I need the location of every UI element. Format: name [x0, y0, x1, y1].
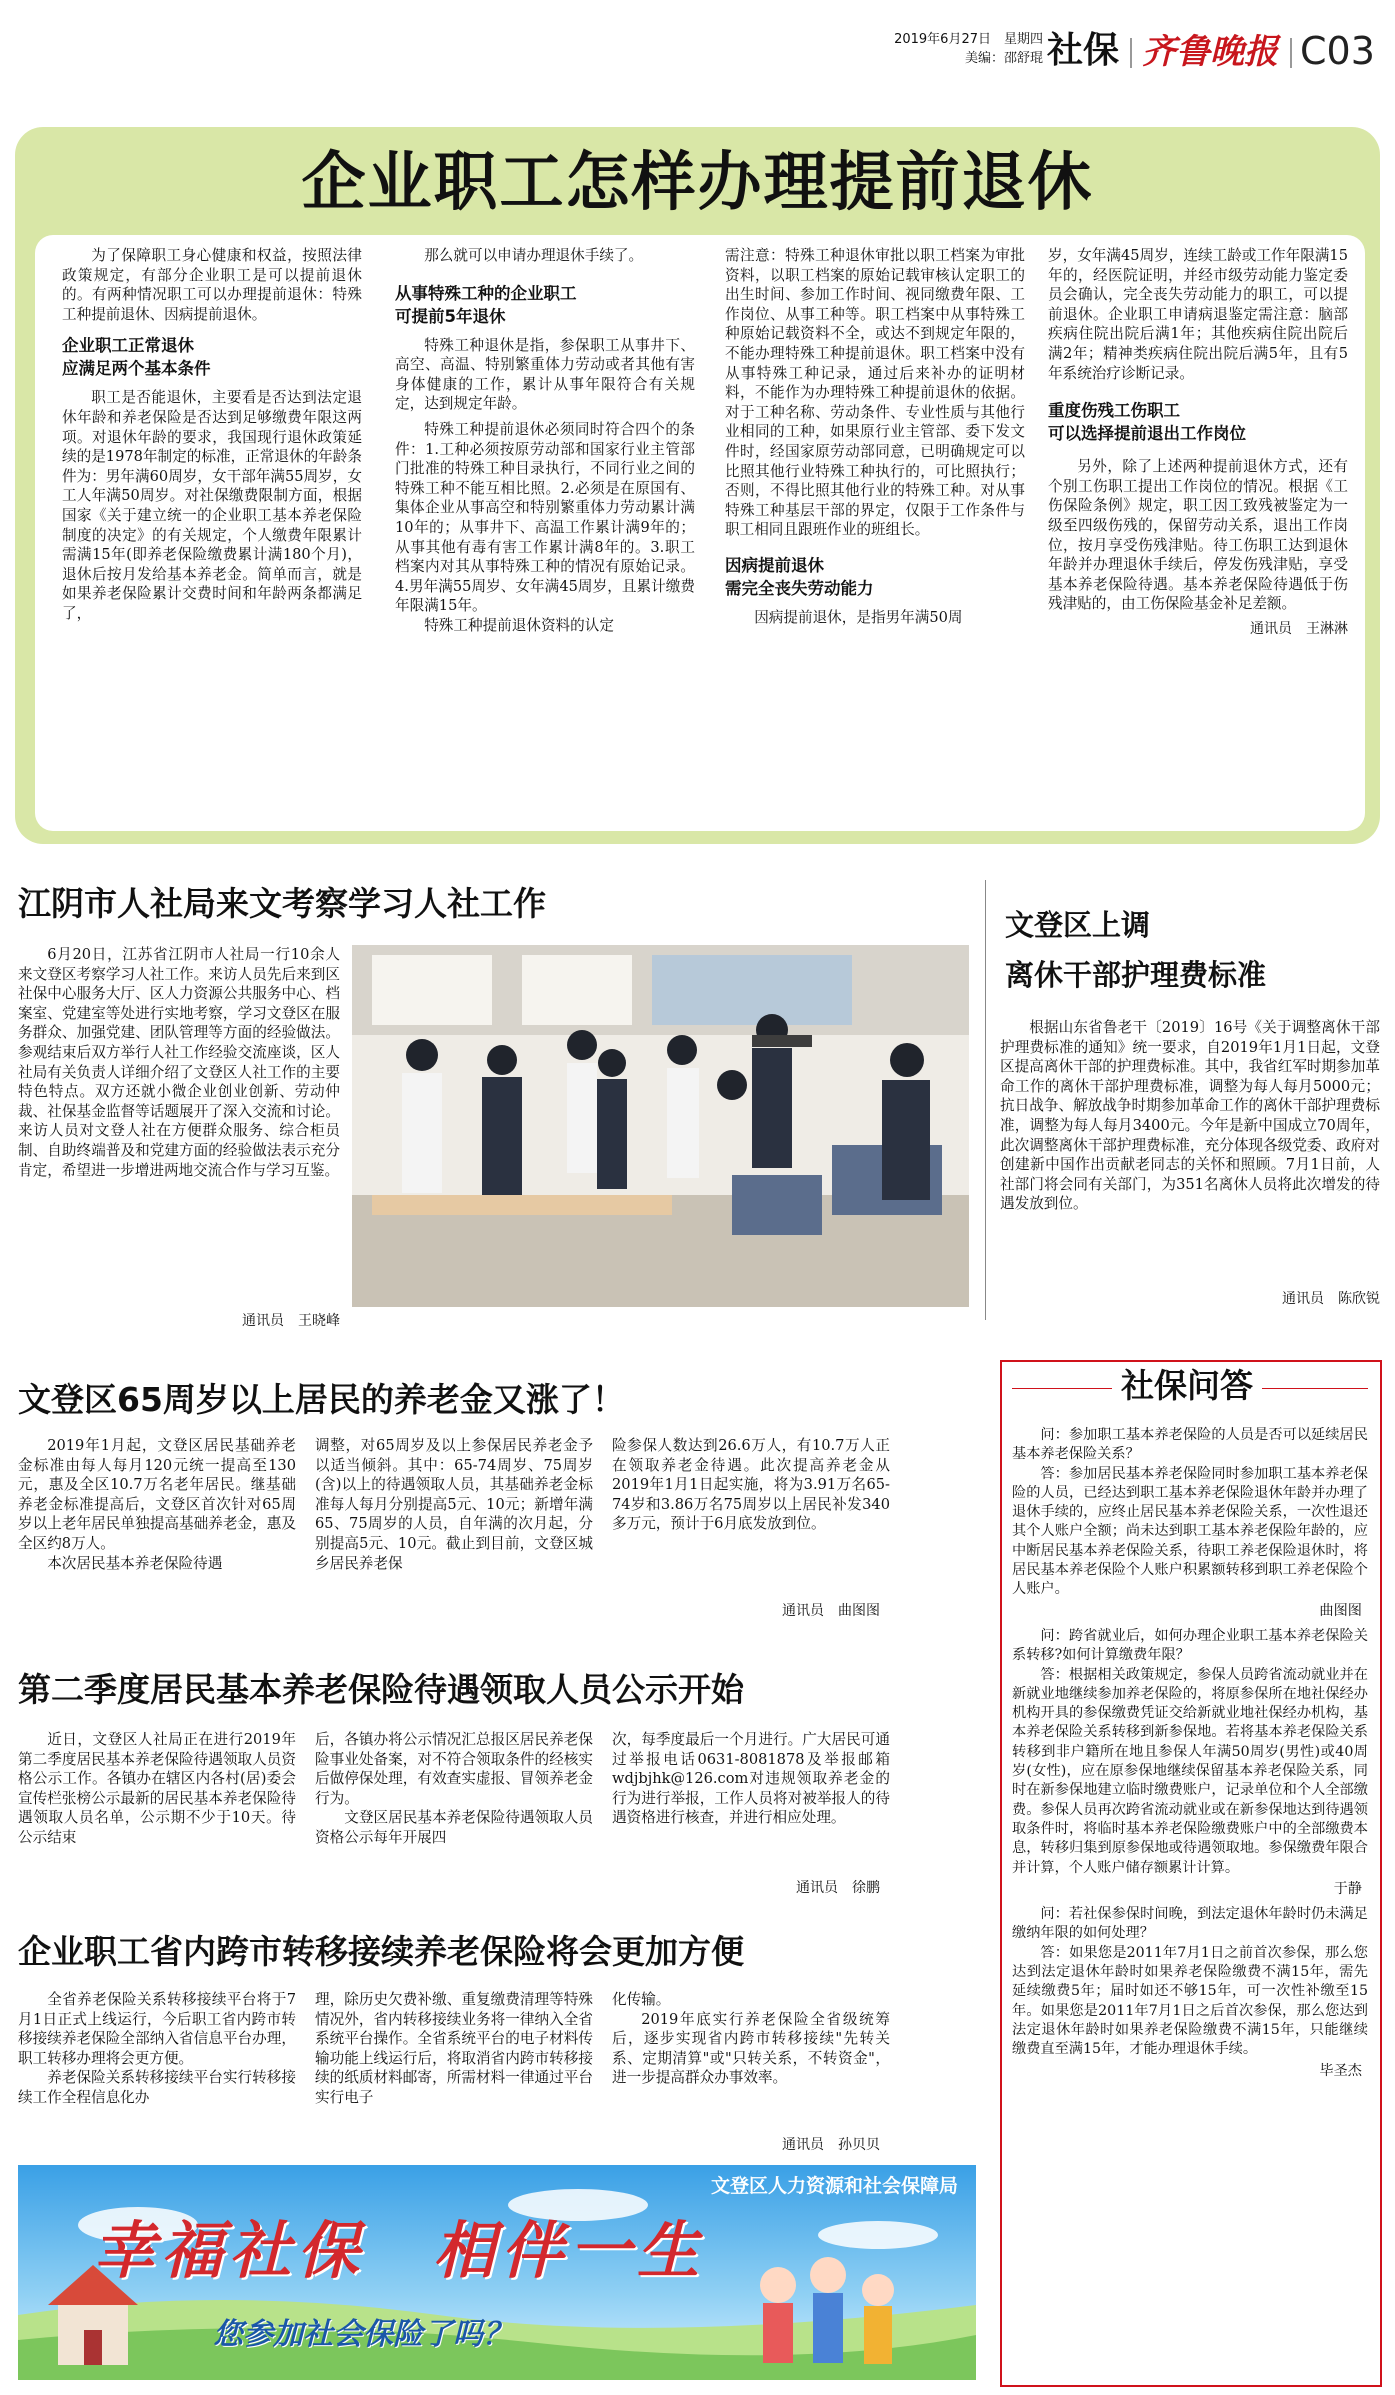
- banner-slogan: 幸福社保 相伴一生: [93, 2214, 706, 2287]
- qa-item: [1012, 1627, 1368, 1899]
- article-paragraph: 2019年1月起，文登区居民基础养老金标准由每人每月120元统一提高至130元，惠及全区10.7万名老年居民。继基础养老金标准提高后，文登区首次针对65周岁以上老年居民单独提高基础养老金，惠及全区约8万人。: [18, 1437, 296, 1552]
- social-security-banner: [18, 2165, 976, 2380]
- transfer-byline: 通讯员 孙贝贝: [782, 2137, 880, 2153]
- page-editor: 美编：邵舒琨: [964, 51, 1043, 66]
- feature-title: 企业职工怎样办理提前退休: [301, 146, 1094, 220]
- feature-column-3: [725, 246, 1025, 826]
- article-paragraph: 化传输。: [612, 1991, 671, 2008]
- qa-answer: 答：根据相关政策规定，参保人员跨省流动就业并在新就业地继续参加养老保险的，将原参保所在地社保经办机构开具的参保缴费凭证交给新就业地社保经办机构，基本养老保险关系转移到新参保地。若将基本养老保险关系转移到非户籍所在地且参保人年满50周岁(男性)或40周岁(女性)，应在原参保地继续保留基本养老保险关系，同时在新参保地建立临时缴费账户，记录单位和个人全部缴费。参保人员再次跨省流动就业或在新参保地达到待遇领取条件时，将临时基本养老保险缴费账户中的全部缴费本息，转移归集到原参保地或待遇领取地。参保缴费年限合并计算，个人账户储存额累计计算。: [1012, 1666, 1368, 1876]
- feature-paragraph: 职工是否能退休，主要看是否达到法定退休年龄和养老保险是否达到足够缴费年限这两项。对退休年龄的要求，我国现行退休政策延续的是1978年制定的标准，正常退休的年龄条件为：男年满60周岁，女干部年满55周岁，女工人年满50周岁。对社保缴费限制方面，根据国家《关于建立统一的企业职工基本养老保险制度的决定》的有关规定，个人缴费年限累计需满15年(即养老保险缴费累计满180个月)，退休后按月发给基本养老金。简单而言，就是如果养老保险累计交费时间和年龄两条都满足了，: [62, 389, 362, 622]
- article-paragraph: 次，每季度最后一个月进行。广大居民可通过举报电话0631-8081878及举报邮箱wdjbjhk@126.com对违规领取养老金的行为进行举报，工作人员将对被举报人的待遇资格进行核查，并进行相应处理。: [612, 1731, 890, 1827]
- feature-paragraph: 特殊工种退休是指，参保职工从事井下、高空、高温、特别繁重体力劳动或者其他有害身体健康的工作，累计从事年限符合有关规定，达到规定年龄。: [395, 336, 695, 413]
- qa-title: 社保问答: [1112, 1362, 1262, 1410]
- transfer-column-3: [612, 1990, 890, 2140]
- feature-paragraph: 特殊工种提前退休必须同时符合四个的条件：1.工种必须按原劳动部和国家行业主管部门批准的特殊工种目录执行，不同行业之间的特殊工种不能互相比照。2.必须是在原国有、集体企业从事高空和特别繁重体力劳动累计满10年的；从事井下、高温工作累计满9年的；从事其他有毒有害工作累计满8年的。3.职工档案内对其从事特殊工种的情况有原始记录。4.男年满55周岁、女年满45周岁，且累计缴费年限满15年。: [395, 420, 695, 615]
- article-title-pension65: 文登区65周岁以上居民的养老金又涨了！: [18, 1380, 625, 1419]
- header-divider: [1130, 38, 1132, 68]
- article-paragraph: 险参保人数达到26.6万人，有10.7万人正在领取养老金待遇。此次提高养老金从2019年1月1日起实施，将为3.91万名65-74岁和3.86万名75周岁以上居民补发340多万元，预计于6月底发放到位。: [612, 1437, 890, 1533]
- feature-subhead-1: 企业职工正常退休 应满足两个基本条件: [62, 336, 211, 379]
- column-divider: [985, 880, 986, 1320]
- banner-org: 文登区人力资源和社会保障局: [710, 2175, 958, 2197]
- page-number: C03: [1300, 29, 1375, 73]
- feature-column-2: [395, 246, 695, 826]
- article-paragraph: 调整，对65周岁及以上参保居民养老金予以适当倾斜。其中：65-74周岁、75周岁(含)以上的待遇领取人员，其基础养老金标准每人每月分别提高5元、10元；新增年满65、75周岁的人员，自年满的次月起，分别提高5元、10元。截止到目前，文登区城乡居民养老保: [315, 1437, 593, 1572]
- inspection-photo: [352, 945, 969, 1307]
- pension65-column-2: [315, 1436, 593, 1606]
- qa-signature: 曲图图: [1319, 1602, 1362, 1619]
- q2-column-1: [18, 1730, 296, 1895]
- q2-column-2: [315, 1730, 593, 1895]
- pension65-column-1: [18, 1436, 296, 1606]
- feature-column-4: [1048, 246, 1348, 826]
- article-paragraph: 理，除历史欠费补缴、重复缴费清理等特殊情况外，省内转移接续业务将一律纳入全省系统平台操作。全省系统平台的电子材料传输功能上线运行后，将取消省内跨市转移接续的纸质材料邮寄，所需材料一律通过平台实行电子: [315, 1991, 593, 2106]
- feature-paragraph: 另外，除了上述两种提前退休方式，还有个别工伤职工提出工作岗位的情况。根据《工伤保险条例》规定，职工因工致残被鉴定为一级至四级伤残的，保留劳动关系，退出工作岗位，按月享受伤残津贴。待工伤职工达到退休年龄并办理退休手续后，停发伤残津贴，享受基本养老保险待遇。基本养老保险待遇低于伤残津贴的，由工伤保险基金补足差额。: [1048, 458, 1348, 613]
- feature-byline: 通讯员 王淋淋: [1250, 620, 1348, 637]
- feature-column-1: [62, 246, 362, 826]
- qa-answer: 答：参加居民基本养老保险同时参加职工基本养老保险的人员，已经达到职工基本养老保险退休年龄并办理了退休手续的，应终止居民基本养老保险关系，一次性退还其个人账户全额；尚未达到职工基本养老保险年龄的，应中断居民基本养老保险关系，待职工养老保险退休时，将居民基本养老保险个人账户积累额转移到职工养老保险个人账户。: [1012, 1465, 1368, 1598]
- article-jiangyin-body: [18, 945, 340, 1315]
- article-lixiu-body: [1000, 1018, 1380, 1278]
- pension65-column-3: [612, 1436, 890, 1606]
- qa-question: 问：跨省就业后，如何办理企业职工基本养老保险关系转移?如何计算缴费年限？: [1012, 1627, 1368, 1664]
- lixiu-byline: 通讯员 陈欣锐: [1282, 1291, 1380, 1307]
- article-title-transfer: 企业职工省内跨市转移接续养老保险将会更加方便: [18, 1932, 744, 1971]
- feature-subhead-3: 因病提前退休 需完全丧失劳动能力: [725, 555, 874, 598]
- jiangyin-byline: 通讯员 王晓峰: [242, 1313, 340, 1329]
- feature-subhead-2: 从事特殊工种的企业职工 可提前5年退休: [395, 283, 577, 326]
- feature-paragraph: 岁，女年满45周岁，连续工龄或工作年限满15年的，经医院证明，并经市级劳动能力鉴定委员会确认，完全丧失劳动能力的职工，可以提前退休。企业职工申请病退鉴定需注意：脑部疾病住院出院后满1年；其他疾病住院出院后满2年；精神类疾病住院出院后满5年，且有5年系统治疗诊断记录。: [1048, 247, 1348, 382]
- newspaper-logo: 齐鲁晚报: [1142, 32, 1278, 72]
- article-paragraph: 根据山东省鲁老干〔2019〕16号《关于调整离休干部护理费标准的通知》统一要求，自2019年1月1日起，文登区提高离休干部的护理费标准。其中，我省红军时期参加革命工作的离休干部护理费标准，调整为每人每月5000元；抗日战争、解放战争时期参加革命工作的离休干部护理费标准，调整为每人每月3400元。今年是新中国成立70周年，此次调整离休干部护理费标准，充分体现各级党委、政府对创建新中国作出贡献老同志的关怀和照顾。7月1日前，人社部门将会同有关部门，为351名离休人员将此次增发的待遇发放到位。: [1000, 1019, 1380, 1213]
- article-paragraph: 本次居民基本养老保险待遇: [47, 1554, 223, 1572]
- header-divider-2: [1290, 38, 1292, 68]
- article-paragraph: 后，各镇办将公示情况汇总报区居民养老保险事业处备案，对不符合领取条件的经核实后做停保处理，有效查实虚报、冒领养老金行为。: [315, 1731, 593, 1807]
- feature-subhead-4: 重度伤残工伤职工 可以选择提前退出工作岗位: [1048, 401, 1246, 444]
- article-title-jiangyin: 江阴市人社局来文考察学习人社工作: [18, 884, 546, 923]
- article-paragraph: 文登区居民基本养老保险待遇领取人员资格公示每年开展四: [315, 1809, 593, 1846]
- feature-paragraph: 那么就可以申请办理退休手续了。: [424, 247, 644, 264]
- feature-paragraph: 因病提前退休，是指男年满50周: [754, 608, 963, 626]
- article-title-lixiu: 文登区上调 离休干部护理费标准: [1005, 908, 1267, 992]
- qa-content: [1012, 1426, 1368, 2371]
- qa-item: [1012, 1905, 1368, 2081]
- banner-question: 您参加社会保险了吗？: [213, 2317, 513, 2352]
- q2-column-3: [612, 1730, 890, 1895]
- qa-signature: 毕圣杰: [1319, 2062, 1362, 2079]
- article-paragraph: 养老保险关系转移接续平台实行转移接续工作全程信息化办: [18, 2069, 296, 2106]
- feature-intro: 为了保障职工身心健康和权益，按照法律政策规定，有部分企业职工是可以提前退休的。有两种情况职工可以办理提前退休：特殊工种提前退休、因病提前退休。: [62, 247, 362, 323]
- article-paragraph: 全省养老保险关系转移接续平台将于7月1日正式上线运行，今后职工省内跨市转移接续养老保险全部纳入省信息平台办理，职工转移办理将会更方便。: [18, 1991, 296, 2067]
- q2-byline: 通讯员 徐鹏: [796, 1880, 880, 1896]
- qa-question: 问：参加职工基本养老保险的人员是否可以延续居民基本养老保险关系？: [1012, 1427, 1368, 1463]
- article-paragraph: 2019年底实行养老保险全省级统筹后，逐步实现省内跨市转移接续"先转关系、定期清算"或"只转关系，不转资金"，进一步提高群众办事效率。: [612, 2010, 890, 2087]
- feature-paragraph: 需注意：特殊工种退休审批以职工档案为审批资料，以职工档案的原始记载审核认定职工的出生时间、参加工作时间、视同缴费年限、工作岗位、从事工种等。职工档案中从事特殊工种原始记载资料不全，或达不到规定年限的，不能办理特殊工种提前退休。职工档案中没有从事特殊工种记录，通过后来补办的证明材料，不能作为办理特殊工种提前退休的依据。对于工种名称、劳动条件、专业性质与其他行业相同的工种，如果原行业主管部、委下发文件时，经国家原劳动部同意，已明确规定可以比照其他行业特殊工种执行的，可比照执行；否则，不得比照其他行业的特殊工种。对从事特殊工种基层干部的界定，仅限于工作条件与职工相同且跟班作业的班组长。: [725, 247, 1025, 539]
- article-paragraph: 6月20日，江苏省江阴市人社局一行10余人来文登区考察学习人社工作。来访人员先后来到区社保中心服务大厅、区人力资源公共服务中心、档案室、党建室等处进行实地考察，学习文登区在服务群众、加强党建、团队管理等方面的经验做法。参观结束后双方举行人社工作经验交流座谈，区人社局有关负责人详细介绍了文登区人社工作的主要特色特点。双方还就小微企业创业创新、劳动仲裁、社保基金监督等话题展开了深入交流和讨论。来访人员对文登人社在方便群众服务、综合柜员制、自助终端普及和党建方面的经验做法表示充分肯定，希望进一步增进两地交流合作与学习互鉴。: [18, 946, 340, 1179]
- qa-question: 问：若社保参保时间晚，到法定退休年龄时仍未满足缴纳年限的如何处理？: [1012, 1906, 1368, 1942]
- issue-date: 2019年6月27日 星期四: [894, 32, 1043, 47]
- article-title-q2: 第二季度居民基本养老保险待遇领取人员公示开始: [18, 1670, 744, 1709]
- feature-paragraph: 特殊工种提前退休资料的认定: [424, 616, 614, 634]
- qa-item: [1012, 1426, 1368, 1621]
- qa-answer: 答：如果您是2011年7月1日之前首次参保，那么您达到法定退休年龄时如果养老保险缴费不满15年，需先延续缴费5年；届时如还不够15年，可一次性补缴至15年。如果您是2011年7月1日之后首次参保，那么您达到法定退休年龄时如果养老保险缴费不满15年，只能继续缴费直至满15年，才能办理退休手续。: [1012, 1944, 1368, 2058]
- pension65-byline: 通讯员 曲图图: [782, 1603, 880, 1619]
- qa-signature: 于静: [1333, 1880, 1362, 1897]
- section-name: 社保: [1047, 30, 1120, 71]
- header-meta: [823, 30, 1043, 68]
- article-paragraph: 近日，文登区人社局正在进行2019年第二季度居民基本养老保险待遇领取人员资格公示工作。各镇办在辖区内各村(居)委会宣传栏张榜公示最新的居民基本养老保险待遇领取人员名单，公示期不少于10天。待公示结束: [18, 1731, 296, 1846]
- transfer-column-2: [315, 1990, 593, 2140]
- transfer-column-1: [18, 1990, 296, 2140]
